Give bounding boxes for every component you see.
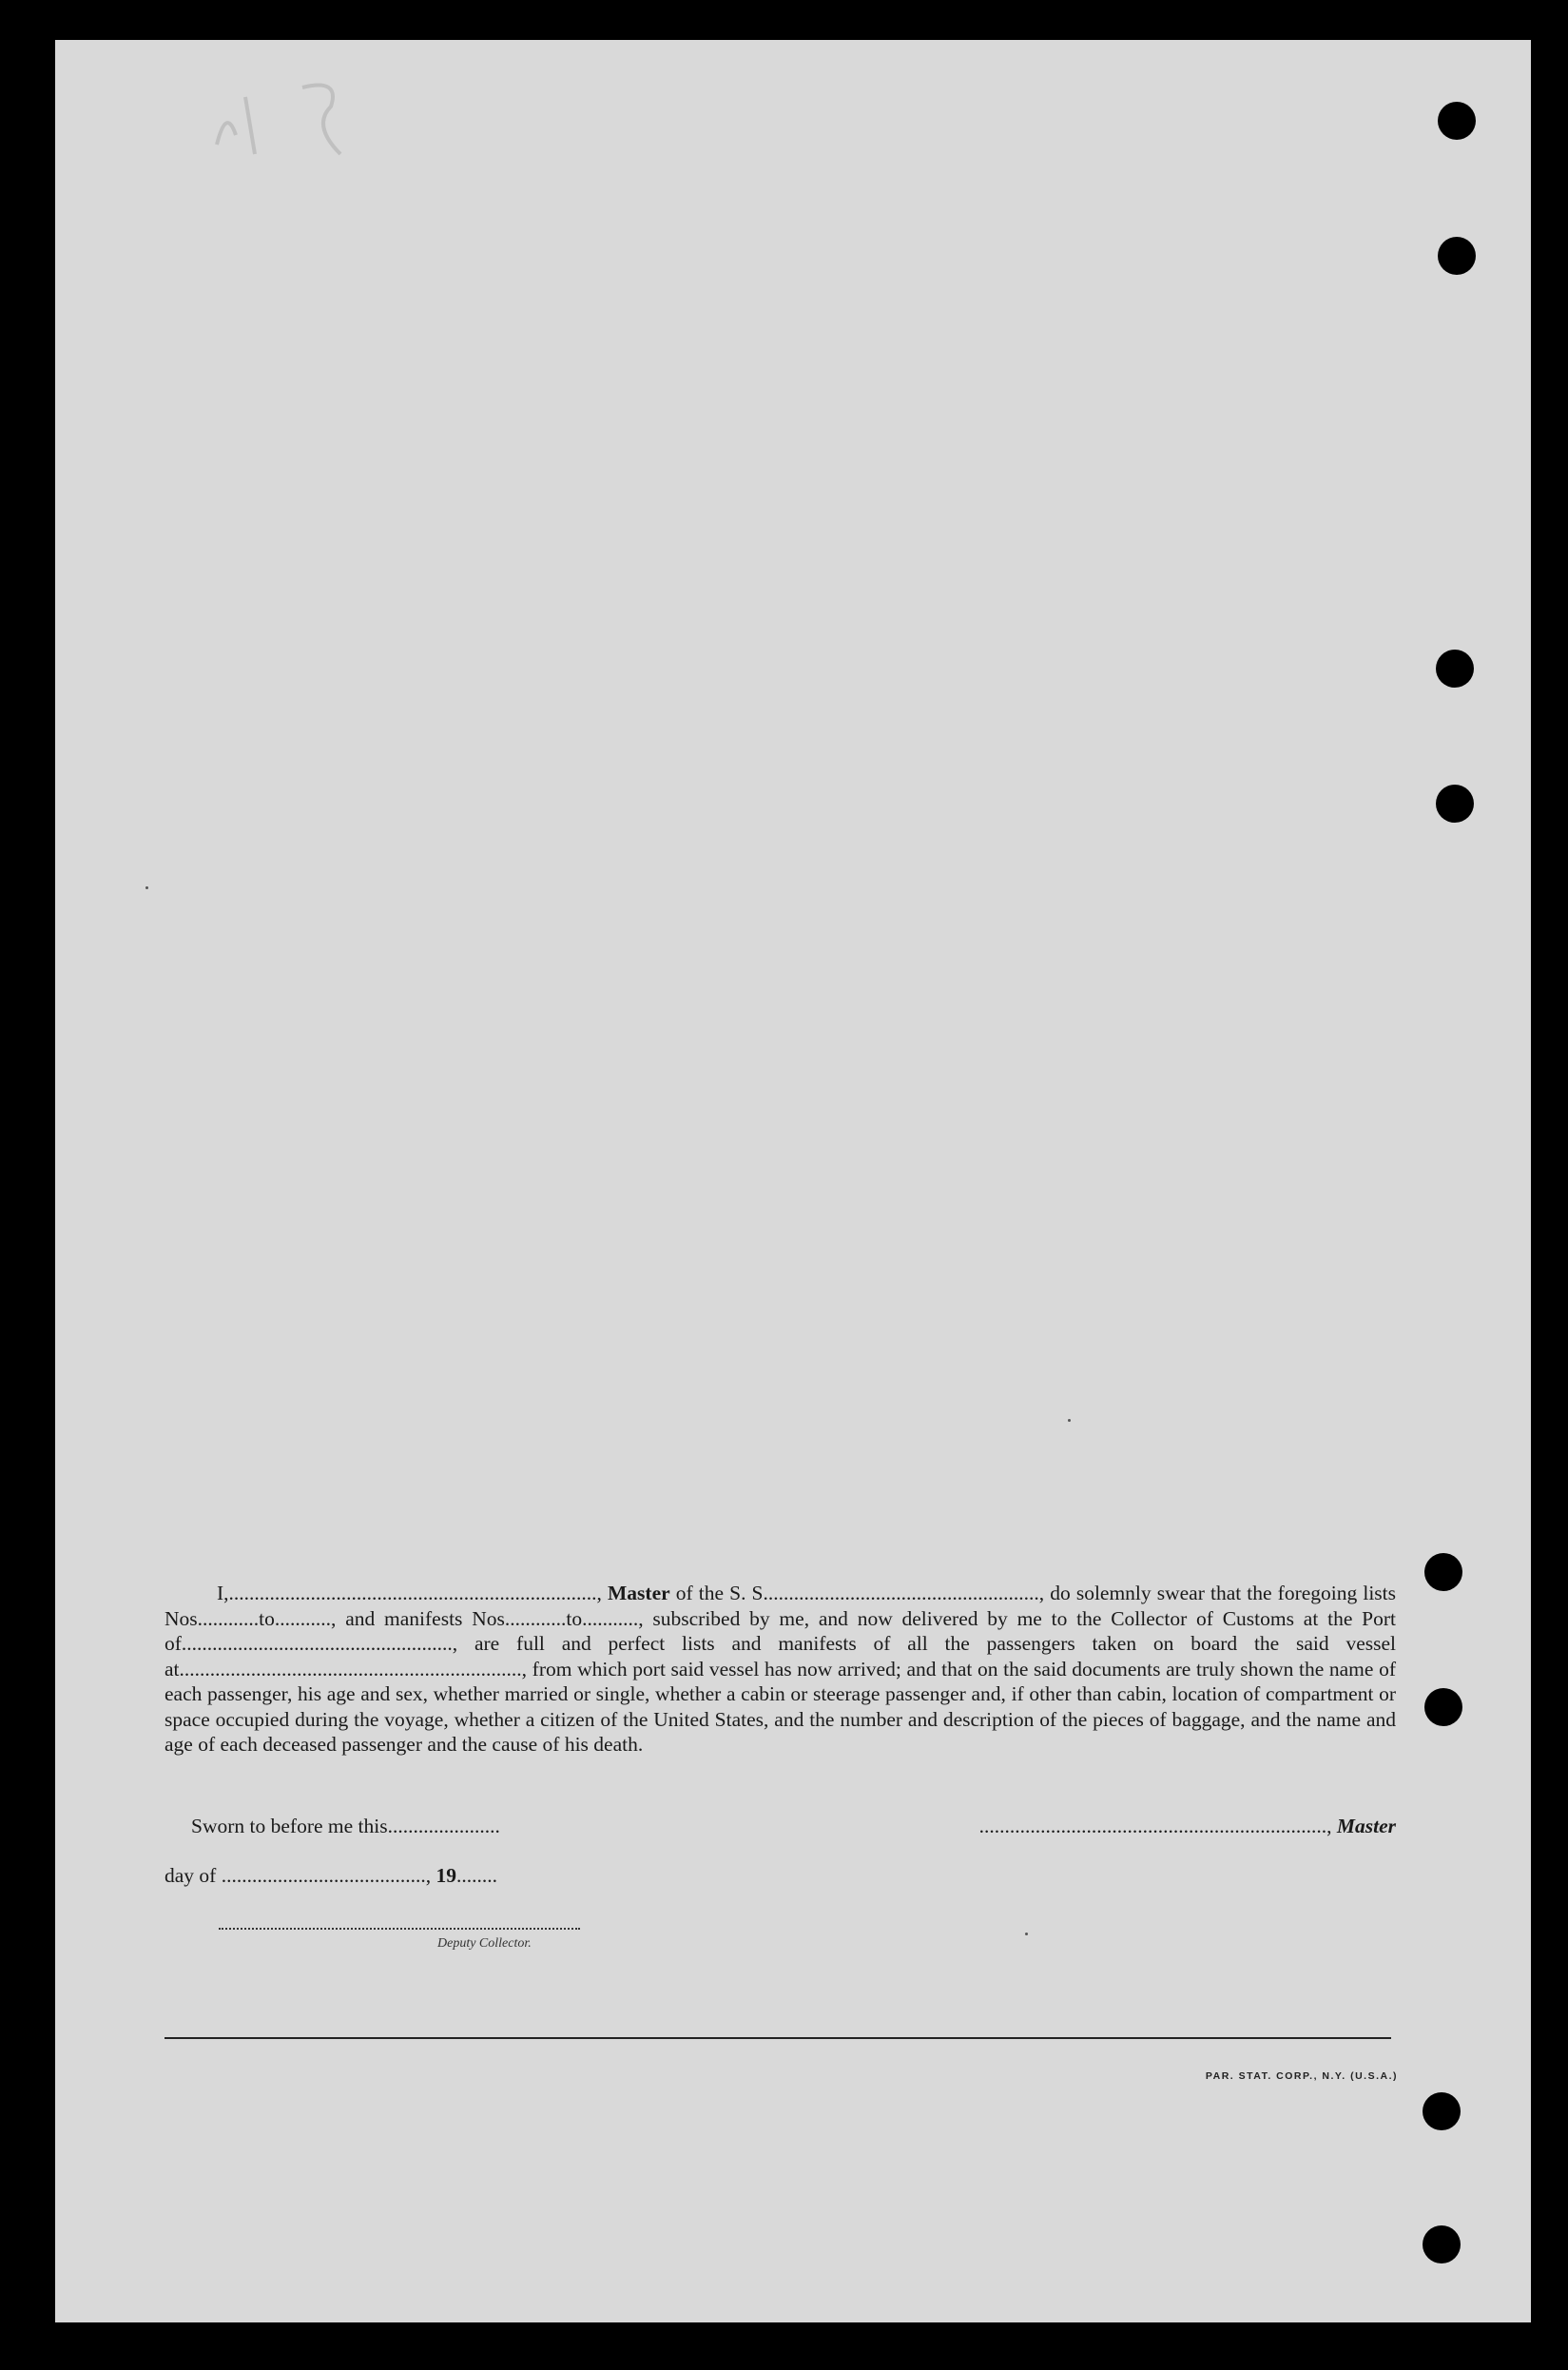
- day-label: day of: [165, 1864, 217, 1887]
- binder-hole: [1424, 1688, 1462, 1726]
- year-label: 19: [436, 1864, 456, 1887]
- sworn-statement: [191, 1815, 500, 1838]
- vessel-name-blank: .....................................................,: [767, 1582, 1045, 1604]
- oath-text-7: from which port said vessel has now arrived; and that on the said documents are truly shown the name of each passenger, his age and sex, whether married or single, whether a cabin or steerage passenger and, if other than cabin, location of compartment or space occupied during the voyage, whether a citizen of the United States, and the number and description of the pieces of baggage, and the name and age of each deceased passenger and the cause of his death.: [165, 1657, 1396, 1756]
- port-of-arrival-blank: .....................................................,: [181, 1632, 458, 1655]
- manifests-from-blank: ............: [504, 1606, 567, 1630]
- lists-from-blank: ............: [197, 1606, 260, 1630]
- binder-hole: [1423, 2092, 1461, 2130]
- vessel-master-name-blank: ........................................................................,: [228, 1582, 602, 1604]
- horizontal-rule: [165, 2037, 1391, 2039]
- to-label-2: to: [566, 1606, 583, 1630]
- binder-hole: [1438, 237, 1476, 275]
- paper-speck: [1025, 1933, 1028, 1935]
- port-of-departure-blank: ...................................................................,: [179, 1657, 528, 1680]
- year-blank: ........: [455, 1864, 497, 1887]
- oath-paragraph: [165, 1581, 1396, 1758]
- oath-text-2: of the S. S.: [675, 1582, 768, 1604]
- binder-hole: [1436, 650, 1474, 688]
- lists-to-blank: ...........,: [274, 1606, 337, 1630]
- binder-hole: [1436, 785, 1474, 823]
- paper-speck: [145, 886, 148, 889]
- oath-text-1: I,: [217, 1582, 229, 1604]
- paper-speck: [1068, 1419, 1071, 1422]
- oath-text-6: are full and perfect lists and manifests of all the passengers taken on board the said vessel at: [165, 1632, 1397, 1680]
- binder-hole: [1424, 1553, 1462, 1591]
- master-signature-blank: ....................................................................,: [978, 1815, 1332, 1837]
- printer-imprint: PAR. STAT. CORP., N.Y. (U.S.A.): [1205, 2070, 1398, 2082]
- pencil-notation-mark: [198, 68, 388, 173]
- deputy-collector-label: Deputy Collector.: [437, 1936, 532, 1951]
- oath-text-4: and manifests Nos: [345, 1606, 505, 1630]
- manifests-to-blank: ...........,: [582, 1606, 644, 1630]
- binder-hole: [1438, 102, 1476, 140]
- binder-hole: [1423, 2225, 1461, 2263]
- master-signature-line: [979, 1815, 1396, 1838]
- deputy-collector-signature-line: [219, 1928, 580, 1930]
- oath-text-3: do solemnly swear that the foregoing lists Nos: [165, 1582, 1397, 1630]
- master-label: Master: [608, 1582, 670, 1604]
- master-signature-label: Master: [1336, 1815, 1396, 1837]
- sworn-date-blank: ......................: [387, 1815, 500, 1837]
- sworn-label: Sworn to before me this: [191, 1815, 388, 1837]
- day-blank: ........................................,: [221, 1864, 432, 1887]
- oath-text-5: subscribed by me, and now delivered by me to the Collector of Customs at the Port of: [165, 1606, 1396, 1655]
- day-row: [165, 1864, 497, 1888]
- to-label-1: to: [259, 1606, 275, 1630]
- form-sheet: [55, 40, 1531, 2322]
